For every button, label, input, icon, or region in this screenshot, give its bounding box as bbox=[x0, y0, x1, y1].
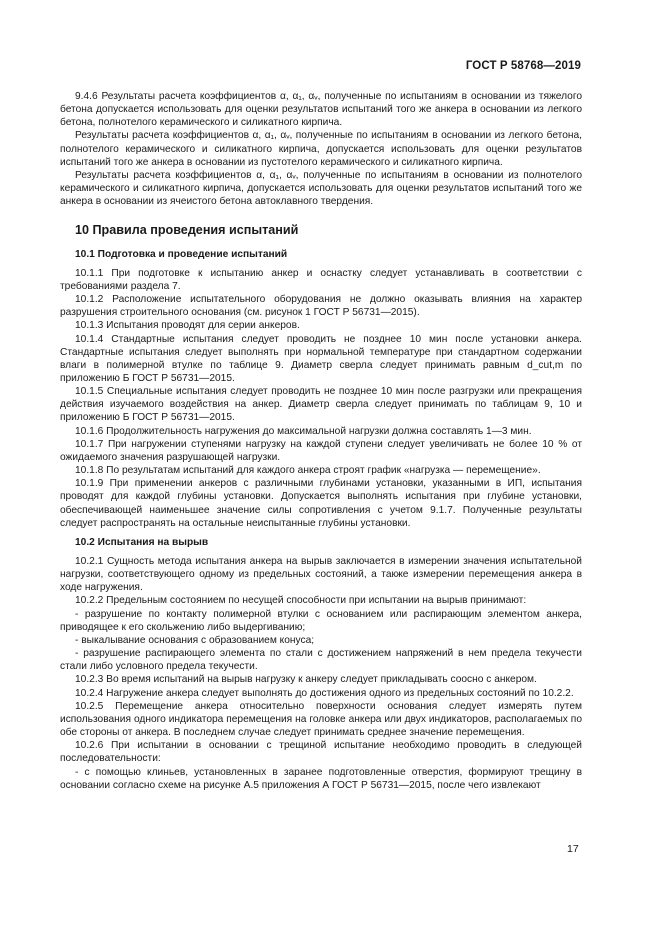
paragraph-10-2-5: 10.2.5 Перемещение анкера относительно поверхности основания следует измерять путем использования одного индикатора перемещения на головке анкера или двух индикаторов, располагаемых по обе стороны от анкера. В последнем случае следует принимать среднее значение перемещения. bbox=[60, 700, 582, 739]
paragraph-10-1-9: 10.1.9 При применении анкеров с различными глубинами установки, указанными в ИП, испытания проводят для каждой глубины установки. Допускается выполнять испытания при глубине установки, обеспечивающей наименьшее значение силы сопротивления с учетом 9.1.7. Полученные результаты следует распространять на остальные неиспытанные глубины установки. bbox=[60, 478, 582, 529]
document-header: ГОСТ Р 58768—2019 bbox=[465, 60, 581, 72]
section-10-title: 10 Правила проведения испытаний bbox=[75, 223, 299, 238]
paragraph-9-4-6: 9.4.6 Результаты расчета коэффициентов α, α₁, αᵥ, полученные по испытаниям в основании из тяжелого бетона допускается использовать для оценки результатов испытаний того же анкера в основании из легкого бетона, полнотелого керамического и силикатного кирпича. bbox=[60, 91, 582, 129]
page-number: 17 bbox=[567, 843, 579, 855]
paragraph-10-1-6: 10.1.6 Продолжительность нагружения до максимальной нагрузки должна составлять 1—3 мин. bbox=[75, 425, 532, 437]
paragraph-10-1-5: 10.1.5 Специальные испытания следует проводить не позднее 10 мин после разгрузки или прекращения действия изучаемого воздействия на анкер. Диаметр сверла следует принимать по таблицам 9, 10 и приложению Б ГОСТ Р 56731—2015. bbox=[60, 386, 582, 424]
subsection-10-1-title: 10.1 Подготовка и проведение испытаний bbox=[75, 248, 288, 260]
page-content bbox=[60, 90, 582, 792]
list-item-steel: - разрушение распирающего элемента по стали с достижением напряжений в нем предела текучести стали либо условного предела текучести. bbox=[60, 648, 582, 673]
paragraph-10-2-1: 10.2.1 Сущность метода испытания анкера на вырыв заключается в измерении значения испытательной нагрузки, соответствующего одному из предельных состояний, а также измерении перемещения анкера в ходе нагружения. bbox=[60, 556, 582, 594]
list-item-cone: - выкалывание основания с образованием конуса; bbox=[75, 634, 315, 646]
paragraph-10-1-8: 10.1.8 По результатам испытаний для каждого анкера строят график «нагрузка — перемещение». bbox=[75, 465, 541, 477]
paragraph-10-1-1: 10.1.1 При подготовке к испытанию анкер и оснастку следует устанавливать в соответствии с требованиями раздела 7. bbox=[60, 267, 582, 292]
paragraph-intro-2: Результаты расчета коэффициентов α, α₁, αᵥ, полученные по испытаниям в основании из легкого бетона, полнотелого керамического и силикатного кирпича, допускается использовать для оценки результатов испытаний того же анкера в основании из пустотелого керамического и силикатного кирпича. bbox=[60, 130, 582, 168]
paragraph-10-2-4: 10.2.4 Нагружение анкера следует выполнять до достижения одного из предельных состояний по 10.2.2. bbox=[75, 687, 574, 699]
paragraph-10-2-6: 10.2.6 При испытании в основании с трещиной испытание необходимо проводить в следующей последовательности: bbox=[60, 740, 582, 765]
subsection-10-2-title: 10.2 Испытания на вырыв bbox=[75, 536, 209, 548]
paragraph-10-2-3: 10.2.3 Во время испытаний на вырыв нагрузку к анкеру следует прикладывать соосно с анкером. bbox=[75, 674, 537, 686]
paragraph-10-1-4: 10.1.4 Стандартные испытания следует проводить не позднее 10 мин после установки анкера. Стандартные испытания следует выполнять при нормальной температуре при стандартном содержании влаги в полимерной втулке по таблице 9. Диаметр сверла следует принимать равным d_cut,m по приложению Б ГОСТ Р 56731—2015. bbox=[60, 333, 582, 384]
paragraph-10-1-7: 10.1.7 При нагружении ступенями нагрузку на каждой ступени следует увеличивать не более 10 % от ожидаемого значения разрушающей нагрузки. bbox=[60, 438, 582, 463]
list-item-wedges: - с помощью клиньев, установленных в заранее подготовленные отверстия, формируют трещину в основании согласно схеме на рисунке А.5 приложения А ГОСТ Р 56731—2015, после чего извлекают bbox=[60, 766, 582, 791]
paragraph-intro-3: Результаты расчета коэффициентов α, α₁, αᵥ, полученные по испытаниям в основании из полнотелого керамического и силикатного кирпича, допускается использовать для оценки результатов испытаний того же анкера в основании из ячеистого бетона автоклавного твердения. bbox=[60, 169, 582, 208]
paragraph-10-1-3: 10.1.3 Испытания проводят для серии анкеров. bbox=[75, 320, 300, 332]
paragraph-10-1-2: 10.1.2 Расположение испытательного оборудования не должно оказывать влияния на характер разрушения строительного основания (см. рисунок 1 ГОСТ Р 56731—2015). bbox=[60, 294, 582, 319]
list-item-slip: - разрушение по контакту полимерной втулки с основанием или распирающим элементом анкера, приводящее к его скольжению либо выдергиванию; bbox=[60, 608, 582, 633]
paragraph-10-2-2: 10.2.2 Предельным состоянием по несущей способности при испытании на вырыв принимают: bbox=[75, 595, 527, 607]
